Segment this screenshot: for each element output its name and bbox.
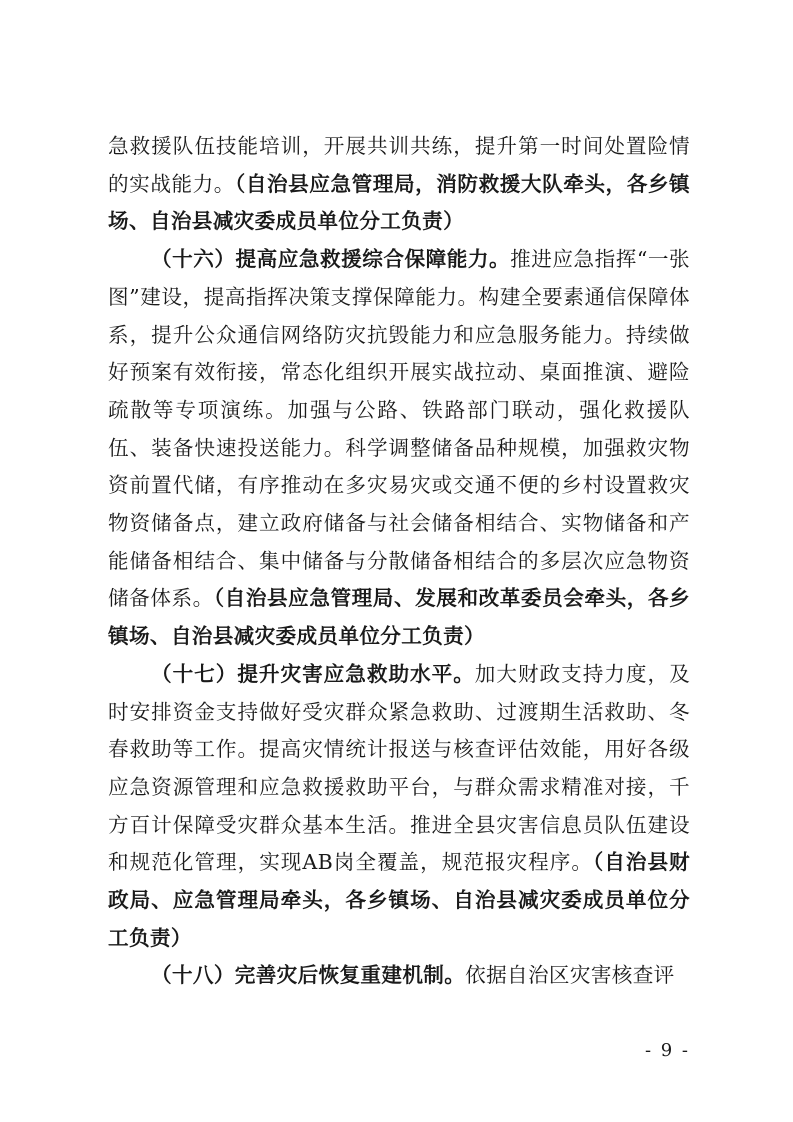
- section-heading: （十七）提升灾害应急救助水平。: [151, 661, 475, 686]
- paragraph-section-18: [108, 957, 690, 995]
- responsible-units-note: （自治县应急管理局、发展和改革委员会牵头，各乡镇场、自治县减灾委成员单位分工负责）: [108, 586, 691, 649]
- paragraph-text: 急救援队伍技能培训，开展共训共练，提升第一时间处置险情的实战能力。: [108, 134, 690, 196]
- paragraph-continuation: [108, 128, 690, 241]
- section-heading: （十八）完善灾后恢复重建机制。: [151, 963, 466, 988]
- responsible-units-note: （自治县财政局、应急管理局牵头，各乡镇场、自治县减灾委成员单位分工负责）: [108, 850, 690, 950]
- page-number: - 9 -: [644, 1040, 690, 1061]
- document-body: [108, 128, 690, 995]
- paragraph-section-16: [108, 241, 690, 656]
- paragraph-text: 推进应急指挥“一张图”建设，提高指挥决策支撑保障能力。构建全要素通信保障体系，提升公众通信网络防灾抗毁能力和应急服务能力。持续做好预案有效衔接，常态化组织开展实战拉动、桌面推演、避险疏散等专项演练。加强与公路、铁路部门联动，强化救援队伍、装备快速投送能力。科学调整储备品种规模，加强救灾物资前置代储，有序推动在多灾易灾或交通不便的乡村设置救灾物资储备点，建立政府储备与社会储备相结合、实物储备和产能储备相结合、集中储备与分散储备相结合的多层次应急物资储备体系。: [108, 247, 690, 611]
- section-heading: （十六）提高应急救援综合保障能力。: [151, 247, 511, 272]
- paragraph-text: 加大财政支持力度，及时安排资金支持做好受灾群众紧急救助、过渡期生活救助、冬春救助等工作。提高灾情统计报送与核查评估效能，用好各级应急资源管理和应急救援救助平台，与群众需求精准对接，千方百计保障受灾群众基本生活。推进全县灾害信息员队伍建设和规范化管理，实现AB岗全覆盖，规范报灾程序。: [108, 661, 691, 875]
- responsible-units-note: （自治县应急管理局，消防救援大队牵头，各乡镇场、自治县减灾委成员单位分工负责）: [108, 171, 690, 234]
- paragraph-section-17: [108, 656, 690, 958]
- paragraph-text: 依据自治区灾害核查评: [465, 963, 675, 988]
